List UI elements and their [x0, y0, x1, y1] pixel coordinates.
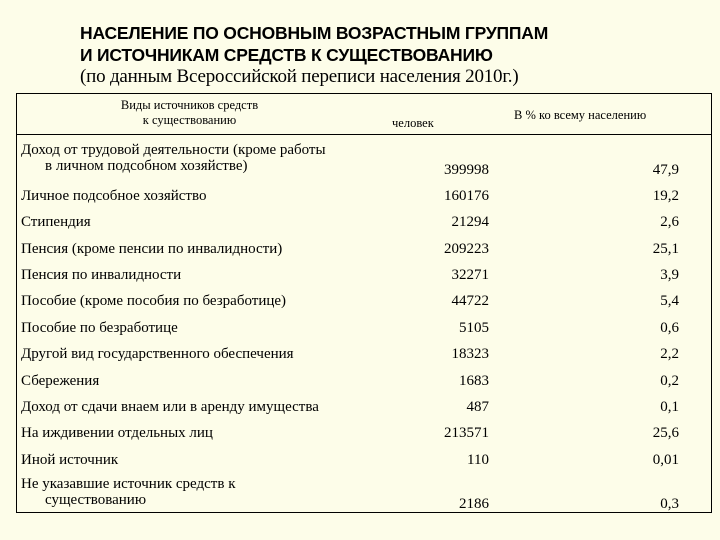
row-abs: 1683	[459, 373, 489, 389]
row-name: На иждивении отдельных лиц	[21, 425, 213, 441]
row-name: Пенсия (кроме пенсии по инвалидности)	[21, 241, 283, 257]
title-line-2: И ИСТОЧНИКАМ СРЕДСТВ К СУЩЕСТВОВАНИЮ	[80, 45, 493, 65]
row-pct: 0,3	[660, 496, 679, 512]
row-pct: 19,2	[652, 188, 679, 204]
row-abs: 209223	[444, 241, 489, 257]
row-pct: 0,1	[660, 399, 679, 415]
row-pct: 2,2	[660, 346, 679, 362]
row-name: Доход от сдачи внаем или в аренду имущества	[21, 399, 319, 415]
header-absolute: человек	[392, 116, 434, 130]
row-abs: 213571	[444, 425, 489, 441]
row-pct: 25,6	[652, 425, 679, 441]
row-pct: 3,9	[660, 267, 679, 283]
row-name: Пособие (кроме пособия по безработице)	[21, 293, 287, 309]
row-abs: 32271	[451, 267, 489, 283]
row-abs: 2186	[459, 496, 489, 512]
row-pct: 0,2	[660, 373, 679, 389]
header-percent: В % ко всему населению	[514, 108, 647, 122]
row-name: Не указавшие источник средств к существованию	[21, 476, 236, 508]
row-abs: 44722	[451, 293, 489, 309]
row-name: Пенсия по инвалидности	[21, 267, 182, 283]
row-abs: 110	[467, 452, 489, 468]
row-pct: 0,6	[660, 320, 679, 336]
title-line-3: (по данным Всероссийской переписи населения 2010г.)	[80, 66, 519, 87]
header-source	[17, 98, 362, 128]
row-abs: 18323	[451, 346, 489, 362]
row-abs: 5105	[459, 320, 489, 336]
row-name: Иной источник	[21, 452, 119, 468]
row-abs: 399998	[444, 162, 489, 178]
page-title	[80, 22, 548, 88]
header-source-line-1: Виды источников средств	[120, 98, 259, 112]
row-pct: 0,01	[652, 452, 679, 468]
row-pct: 5,4	[660, 293, 679, 309]
row-abs: 487	[466, 399, 489, 415]
data-table	[16, 93, 712, 513]
row-name: Пособие по безработице	[21, 320, 178, 336]
row-name: Стипендия	[21, 214, 91, 230]
row-pct: 47,9	[652, 162, 679, 178]
row-abs: 160176	[444, 188, 489, 204]
title-line-1: НАСЕЛЕНИЕ ПО ОСНОВНЫМ ВОЗРАСТНЫМ ГРУППАМ	[80, 23, 549, 43]
header-source-line-2: к существованию	[142, 113, 237, 127]
row-name: Сбережения	[21, 373, 100, 389]
row-name: Другой вид государственного обеспечения	[21, 346, 294, 362]
row-pct: 25,1	[652, 241, 679, 257]
row-name: Доход от трудовой деятельности (кроме работы в личном подсобном хозяйстве)	[21, 142, 326, 174]
header-divider	[17, 134, 712, 135]
row-pct: 2,6	[660, 214, 679, 230]
row-name: Личное подсобное хозяйство	[21, 188, 207, 204]
row-abs: 21294	[451, 214, 489, 230]
